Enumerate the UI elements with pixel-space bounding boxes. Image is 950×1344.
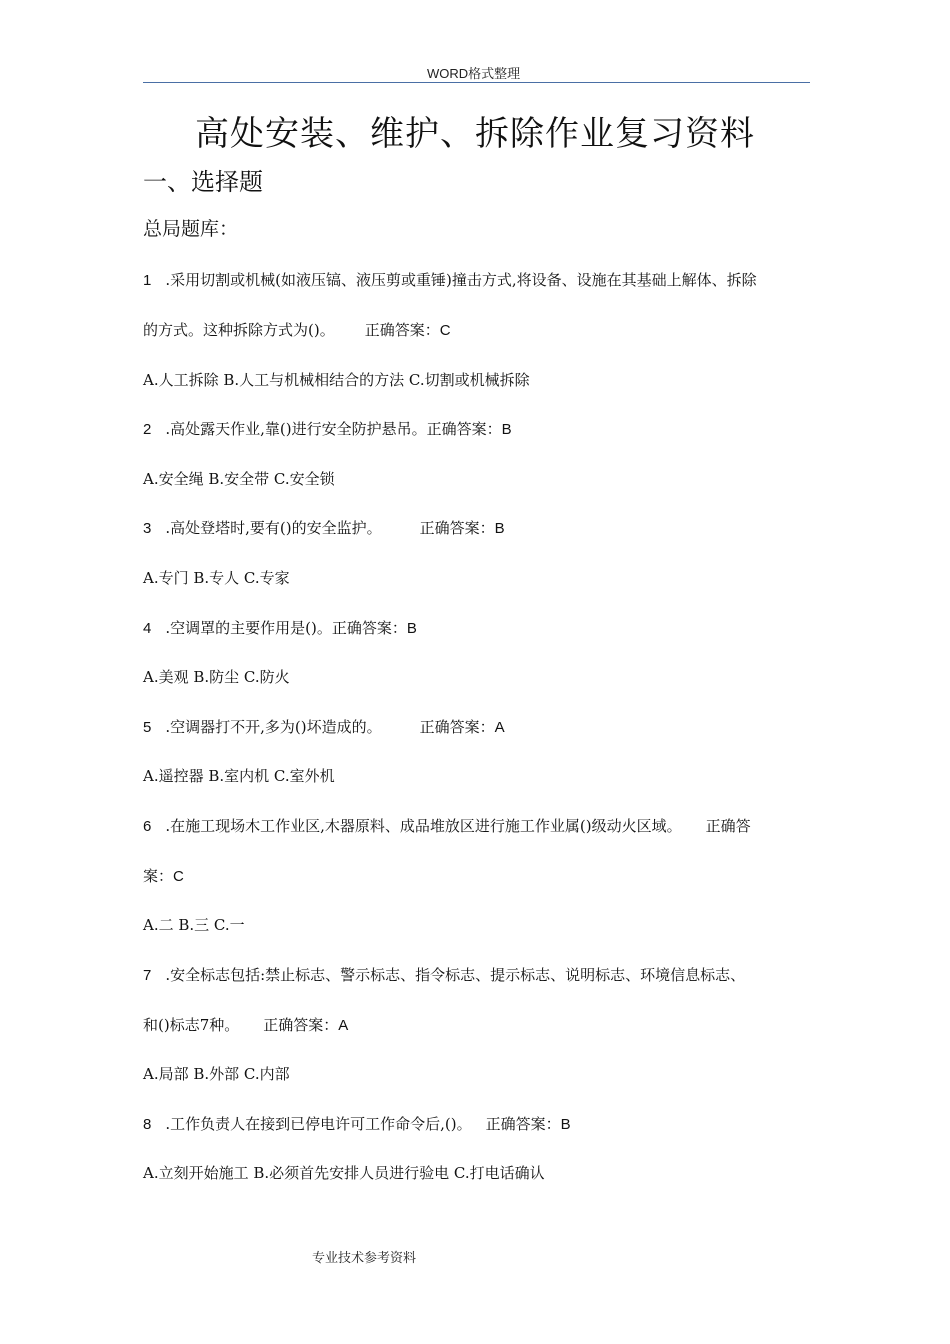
page-footer: 专业技术参考资料	[312, 1251, 417, 1266]
header-divider	[143, 82, 810, 83]
section-heading: 一、选择题	[143, 168, 263, 196]
answer: C	[439, 322, 451, 339]
answer: B	[560, 1116, 571, 1133]
question-1-options: A.人工拆除 B.人工与机械相结合的方法 C.切割或机械拆除	[143, 371, 530, 389]
question-5-options: A.遥控器 B.室内机 C.室外机	[143, 767, 335, 785]
question-8-options: A.立刻开始施工 B.必须首先安排人员进行验电 C.打电话确认	[143, 1164, 545, 1182]
answer: B	[501, 421, 512, 438]
question-4-options: A.美观 B.防尘 C.防火	[143, 668, 290, 686]
page-header: WORD格式整理	[427, 66, 521, 81]
document-title: 高处安装、维护、拆除作业复习资料	[195, 114, 755, 154]
question-6: 6 .在施工现场木工作业区,木器原料、成品堆放区进行施工作业属()级动火区域。 正确答	[143, 817, 751, 835]
answer: B	[406, 620, 417, 637]
answer: A	[338, 1017, 349, 1034]
question-4: 4 .空调罩的主要作用是()。正确答案：B	[143, 619, 417, 637]
question-7-options: A.局部 B.外部 C.内部	[143, 1065, 290, 1083]
answer: A	[494, 719, 505, 736]
question-1: 1 .采用切割或机械(如液压镐、液压剪或重锤)撞击方式,将设备、设施在其基础上解体、拆除	[143, 271, 757, 289]
question-3: 3 .高处登塔时,要有()的安全监护。 正确答案：B	[143, 519, 505, 537]
question-7: 7 .安全标志包括:禁止标志、警示标志、指令标志、提示标志、说明标志、环境信息标志、	[143, 966, 746, 984]
answer: C	[173, 868, 184, 885]
question-5: 5 .空调器打不开,多为()坏造成的。 正确答案：A	[143, 718, 505, 736]
question-3-options: A.专门 B.专人 C.专家	[143, 569, 290, 587]
question-1-cont: 的方式。这种拆除方式为()。 正确答案：C	[143, 321, 451, 339]
question-6-cont: 案：C	[143, 867, 184, 885]
question-8: 8 .工作负责人在接到已停电许可工作命令后,()。 正确答案：B	[143, 1115, 571, 1133]
answer: B	[494, 520, 505, 537]
question-bank-heading: 总局题库：	[143, 218, 239, 240]
question-2-options: A.安全绳 B.安全带 C.安全锁	[143, 470, 335, 488]
question-2: 2 .高处露天作业,靠()进行安全防护悬吊。正确答案：B	[143, 420, 512, 438]
question-7-cont: 和()标志7种。 正确答案：A	[143, 1016, 349, 1034]
question-6-options: A.二 B.三 C.一	[143, 916, 245, 934]
